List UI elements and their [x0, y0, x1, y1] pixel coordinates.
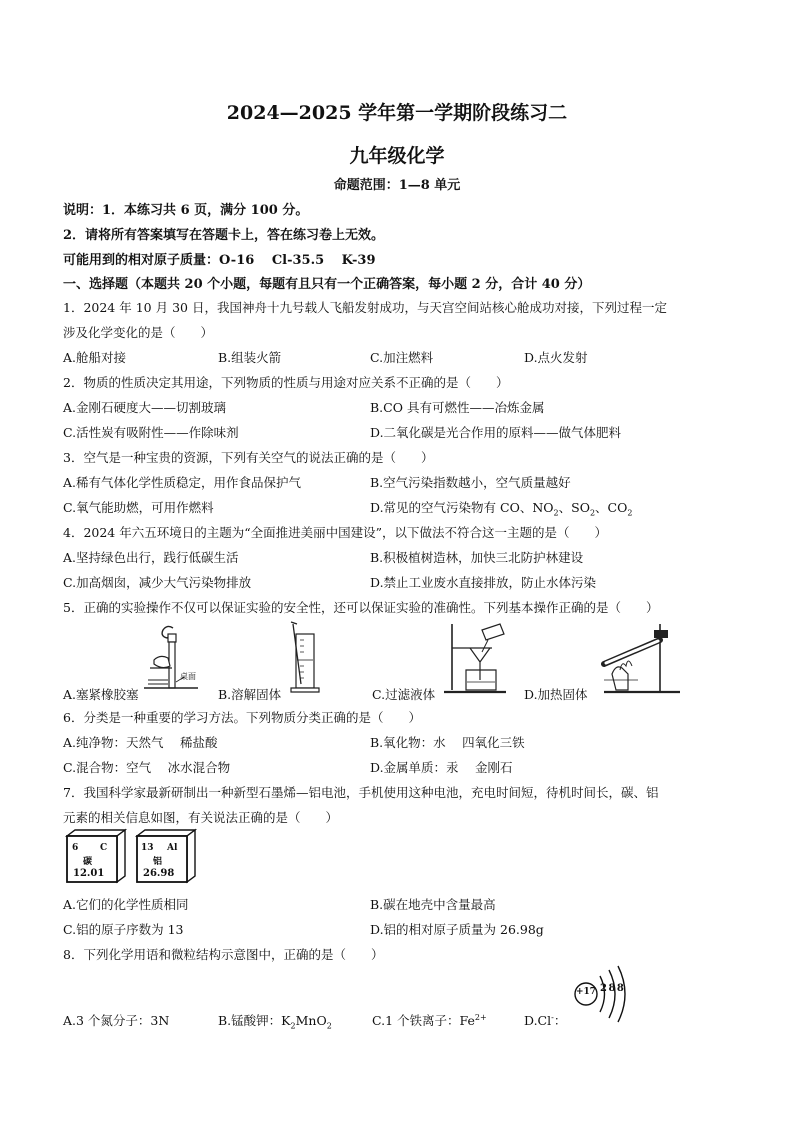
carbon-mass: 12.01 [73, 868, 105, 879]
q5-option-a: A.塞紧橡胶塞 [63, 687, 139, 702]
carbon-name: 碳 [83, 857, 93, 867]
q5-figure-filtration [440, 620, 510, 698]
q7-stem-line-2: 元素的相关信息如图，有关说法正确的是（ ） [63, 810, 339, 825]
q6-option-b: B.氧化物：水 四氧化三铁 [370, 735, 525, 750]
q5-option-b: B.溶解固体 [218, 687, 282, 702]
aluminium-symbol: Al [167, 843, 178, 853]
q2-stem: 2．物质的性质决定其用途，下列物质的性质与用途对应关系不正确的是（ ） [63, 375, 509, 390]
q6-stem: 6．分类是一种重要的学习方法。下列物质分类正确的是（ ） [63, 710, 421, 725]
q5-figure-cylinder [285, 620, 325, 698]
q2-option-b: B.CO 具有可燃性——冶炼金属 [370, 400, 545, 415]
q7-option-b: B.碳在地壳中含量最高 [370, 897, 496, 912]
q1-option-c: C.加注燃料 [370, 350, 434, 365]
q7-option-a: A.它们的化学性质相同 [63, 897, 189, 912]
page-subtitle: 九年级化学 [349, 145, 445, 167]
aluminium-name: 铝 [153, 857, 163, 867]
q1-stem-line-1: 1．2024 年 10 月 30 日，我国神舟十九号载人飞船发射成功，与天宫空间站核心舱成功对接，下列过程一定 [63, 300, 667, 315]
q4-option-c: C.加高烟囱，减少大气污染物排放 [63, 575, 252, 590]
exam-scope: 命题范围：1—8 单元 [333, 178, 461, 193]
q3-stem: 3．空气是一种宝贵的资源，下列有关空气的说法正确的是（ ） [63, 450, 434, 465]
q5-option-d: D.加热固体 [524, 687, 588, 702]
q5-figure-stopper [140, 620, 200, 695]
q4-option-a: A.坚持绿色出行，践行低碳生活 [63, 550, 239, 565]
q4-option-b: B.积极植树造林，加快三北防护林建设 [370, 550, 584, 565]
q7-option-d: D.铝的相对原子质量为 26.98g [370, 922, 544, 937]
q5-desk-label: 桌面 [180, 672, 196, 681]
q8-ion-structure-diagram [572, 962, 632, 1032]
aluminium-mass: 26.98 [143, 868, 175, 879]
q6-option-d: D.金属单质：汞 金刚石 [370, 760, 513, 775]
q8-option-b: B.锰酸钾：$K_2MnO_2$ [218, 1013, 332, 1031]
q7-option-c: C.铝的原子序数为 13 [63, 922, 184, 937]
q2-option-d: D.二氧化碳是光合作用的原料——做气体肥料 [370, 425, 622, 440]
q4-stem: 4．2024 年六五环境日的主题为“全面推进美丽中国建设”，以下做法不符合这一主题的是（ ） [63, 525, 608, 540]
q2-option-a: A.金刚石硬度大——切割玻璃 [63, 400, 227, 415]
q8-option-d: D.Cl-： [524, 1012, 567, 1028]
carbon-symbol: C [100, 843, 108, 853]
instructions-line-3: 可能用到的相对原子质量：O-16 Cl-35.5 K-39 [63, 253, 376, 268]
q5-option-c: C.过滤液体 [372, 687, 436, 702]
q8-option-c: C.1 个铁离子：$Fe^{2+}$ [372, 1012, 487, 1028]
carbon-atomic-number: 6 [72, 843, 79, 853]
q8-option-a: A.3 个氮分子：3N [63, 1013, 170, 1028]
aluminium-atomic-number: 13 [141, 843, 154, 853]
q5-stem: 5．正确的实验操作不仅可以保证实验的安全性，还可以保证实验的准确性。下列基本操作正确的是（ ） [63, 600, 659, 615]
q3-option-a: A.稀有气体化学性质稳定，用作食品保护气 [63, 475, 302, 490]
q1-option-b: B.组装火箭 [218, 350, 282, 365]
q1-option-d: D.点火发射 [524, 350, 588, 365]
q6-option-c: C.混合物：空气 冰水混合物 [63, 760, 231, 775]
q3-option-d: D.常见的空气污染物有 CO、$NO_2$、$SO_2$、$CO_2$ [370, 500, 633, 518]
page-title: 2024—2025 学年第一学期阶段练习二 [226, 102, 568, 124]
q8-stem: 8．下列化学用语和微粒结构示意图中，正确的是（ ） [63, 947, 384, 962]
q1-stem-line-2: 涉及化学变化的是（ ） [63, 325, 214, 340]
q3-option-b: B.空气污染指数越小，空气质量越好 [370, 475, 571, 490]
instructions-line-1: 说明：1．本练习共 6 页，满分 100 分。 [63, 203, 309, 218]
q4-option-d: D.禁止工业废水直接排放，防止水体污染 [370, 575, 597, 590]
q8-nucleus-charge: +17 [576, 987, 597, 997]
q8-shell-electrons: 2 8 8 [600, 983, 623, 994]
instructions-line-2: 2．请将所有答案填写在答题卡上，答在练习卷上无效。 [63, 228, 385, 243]
q3-option-c: C.氧气能助燃，可用作燃料 [63, 500, 214, 515]
q7-stem-line-1: 7．我国科学家最新研制出一种新型石墨烯—铝电池，手机使用这种电池，充电时间短，待机时间长，碳、铝 [63, 785, 659, 800]
q5-figure-heating [598, 620, 683, 698]
q1-option-a: A.舱船对接 [63, 350, 127, 365]
q6-option-a: A.纯净物：天然气 稀盐酸 [63, 735, 218, 750]
q2-option-c: C.活性炭有吸附性——作除味剂 [63, 425, 239, 440]
section-heading: 一、选择题（本题共 20 个小题，每题有且只有一个正确答案，每小题 2 分，合计 40 分） [63, 277, 591, 292]
